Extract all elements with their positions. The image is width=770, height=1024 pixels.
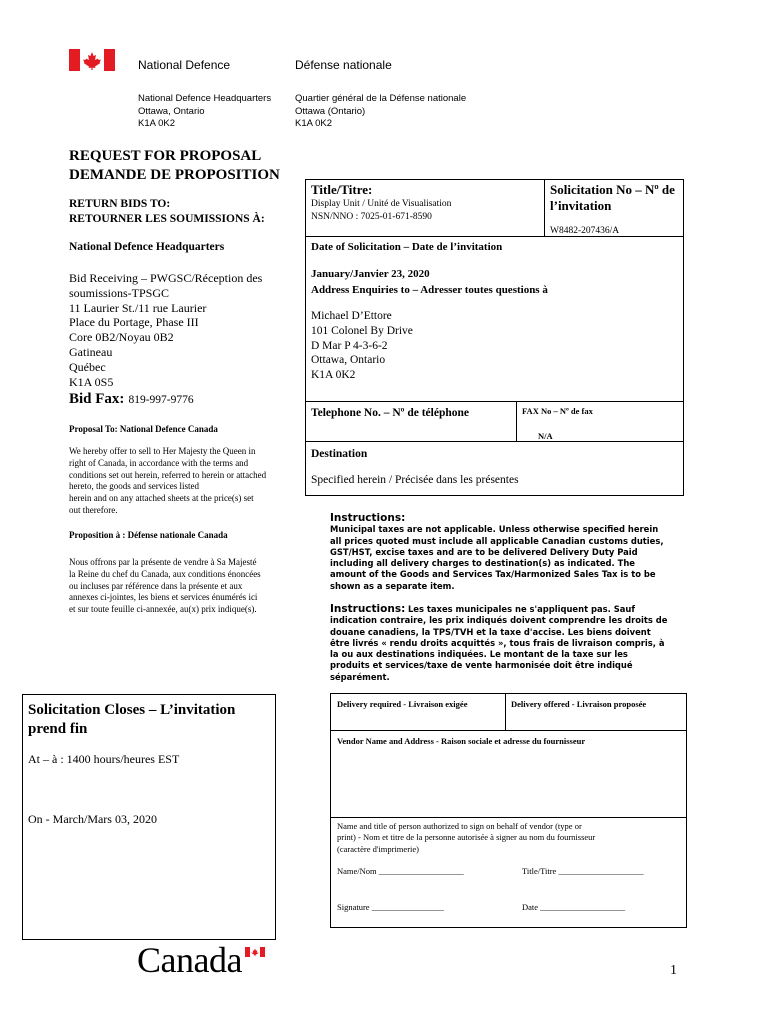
instructions-en-label: Instructions: [330,512,406,524]
vendor-table [330,693,687,928]
signature-line: _________________ [371,902,444,912]
contact-address: Michael D’Ettore 101 Colonel By Drive D Mar P 4-3-6-2 Ottawa, Ontario K1A 0K2 [311,310,413,382]
address-enquiries-label: Address Enquiries to – Adresser toutes questions à [311,284,548,296]
delivery-offered: Delivery offered - Livraison proposée [511,699,647,709]
dept-name-en: National Defence [138,58,231,72]
destination-label: Destination [311,448,368,460]
bid-fax-label: Bid Fax: [69,391,125,407]
solicitation-closes-title: Solicitation Closes – L’invitation prend fin [28,702,236,737]
solicitation-number-label: Solicitation No – Nº de l’invitation [550,182,675,213]
name-line: ____________________ [378,866,464,876]
solicitation-number-value: W8482-207436/A [550,226,620,236]
signature-label: Signature [337,902,370,912]
return-bids-label: RETURN BIDS TO: RETOURNER LES SOUMISSIONS À: [69,198,265,225]
delivery-required: Delivery required - Livraison exigée [337,699,468,709]
hq-label: National Defence Headquarters [69,241,225,253]
instructions-en [330,513,670,592]
title-value: Display Unit / Unité de Visualisation NSN/NNO : 7025-01-671-8590 [311,199,452,222]
instructions-fr-text: Les taxes municipales ne s'appliquent pas. Sauf indication contraire, les prix indiqués doivent comprendre les droits de douane canadiens, la TPS/TVH et la taxe d'accise. Les biens doivent être livrés « rendu droits acquittés », tous frais de livraison compris, à la ou aux destinations indiquées. Le montant de la taxe sur les produits et services/taxe de vente harmonisée doit être indiqué séparément. [330,604,668,682]
title-field[interactable] [522,866,643,876]
page-number: 1 [670,963,677,978]
proposition-a: Proposition à : Défense nationale Canada [69,530,228,540]
title-line: ____________________ [558,866,644,876]
hq-address-en: National Defence Headquarters Ottawa, Ontario K1A 0K2 [138,93,272,129]
solicitation-date-value: January/Janvier 23, 2020 [311,268,430,280]
authorized-person-label: Name and title of person authorized to sign on behalf of vendor (type or print) - Nom et titre de la personne autorisée à signer au nom du fournisseur (caractère d'imprimerie) [337,821,596,854]
date-line: ____________________ [540,902,626,912]
proposal-to: Proposal To: National Defence Canada [69,424,218,434]
name-field[interactable] [337,866,464,876]
name-label: Name/Nom [337,866,377,876]
instructions-en-text: Municipal taxes are not applicable. Unless otherwise specified herein all prices quoted must include all applicable Canadian customs duties, GST/HST, excise taxes and are to be delivered Delivery Duty Paid including all delivery charges to destination(s) as indicated. The amount of the Goods and Services Tax/Harmonized Sales Tax is to be shown as a separate item. [330,524,664,591]
bid-fax [69,390,194,408]
instructions-fr-label: Instructions: [330,603,406,615]
telephone-label: Telephone No. – Nº de téléphone [311,407,469,419]
solicitation-date-label: Date of Solicitation – Date de l’invitation [311,241,503,253]
proposition-text: Nous offrons par la présente de vendre à Sa Majesté la Reine du chef du Canada, aux conditions énoncées ou incluses par référence dans la présente et aux annexes ci-jointes, les biens et services énumérés ici et sur toute feuille ci-annexée, au(x) prix indique(s). [69,557,261,615]
wordmark-flag-icon [245,944,265,954]
signature-field[interactable] [337,902,444,912]
date-field[interactable] [522,902,625,912]
date-label-vendor: Date [522,902,539,912]
proposal-text: We hereby offer to sell to Her Majesty the Queen in right of Canada, in accordance with the terms and conditions set out herein, referred to herein or attached hereto, the goods and services listed herein and on any attached sheets at the price(s) set out therefore. [69,446,267,515]
bid-fax-number: 819-997-9776 [128,394,194,406]
title-label-vendor: Title/Titre [522,866,557,876]
canada-flag-icon [69,49,115,71]
title-label: Title/Titre: [311,182,373,197]
fax-value: N/A [538,431,553,441]
fax-label: FAX No – Nº de fax [522,406,593,416]
instructions-fr [330,604,670,683]
vendor-name-label: Vendor Name and Address - Raison sociale et adresse du fournisseur [337,736,586,746]
closes-date: On - March/Mars 03, 2020 [28,812,157,826]
destination-value: Specified herein / Précisée dans les présentes [311,474,519,486]
rfp-title: REQUEST FOR PROPOSAL DEMANDE DE PROPOSITION [69,148,280,183]
canada-wordmark: Canada [137,940,242,980]
closes-time: At – à : 1400 hours/heures EST [28,752,180,766]
hq-address-fr: Quartier général de la Défense nationale Ottawa (Ontario) K1A 0K2 [295,93,467,129]
dept-name-fr: Défense nationale [295,58,392,72]
bid-receiving-address: Bid Receiving – PWGSC/Réception des soumissions-TPSGC 11 Laurier St./11 rue Laurier Place du Portage, Phase III Core 0B2/Noyau 0B2 Gatineau Québec K1A 0S5 [69,271,263,389]
